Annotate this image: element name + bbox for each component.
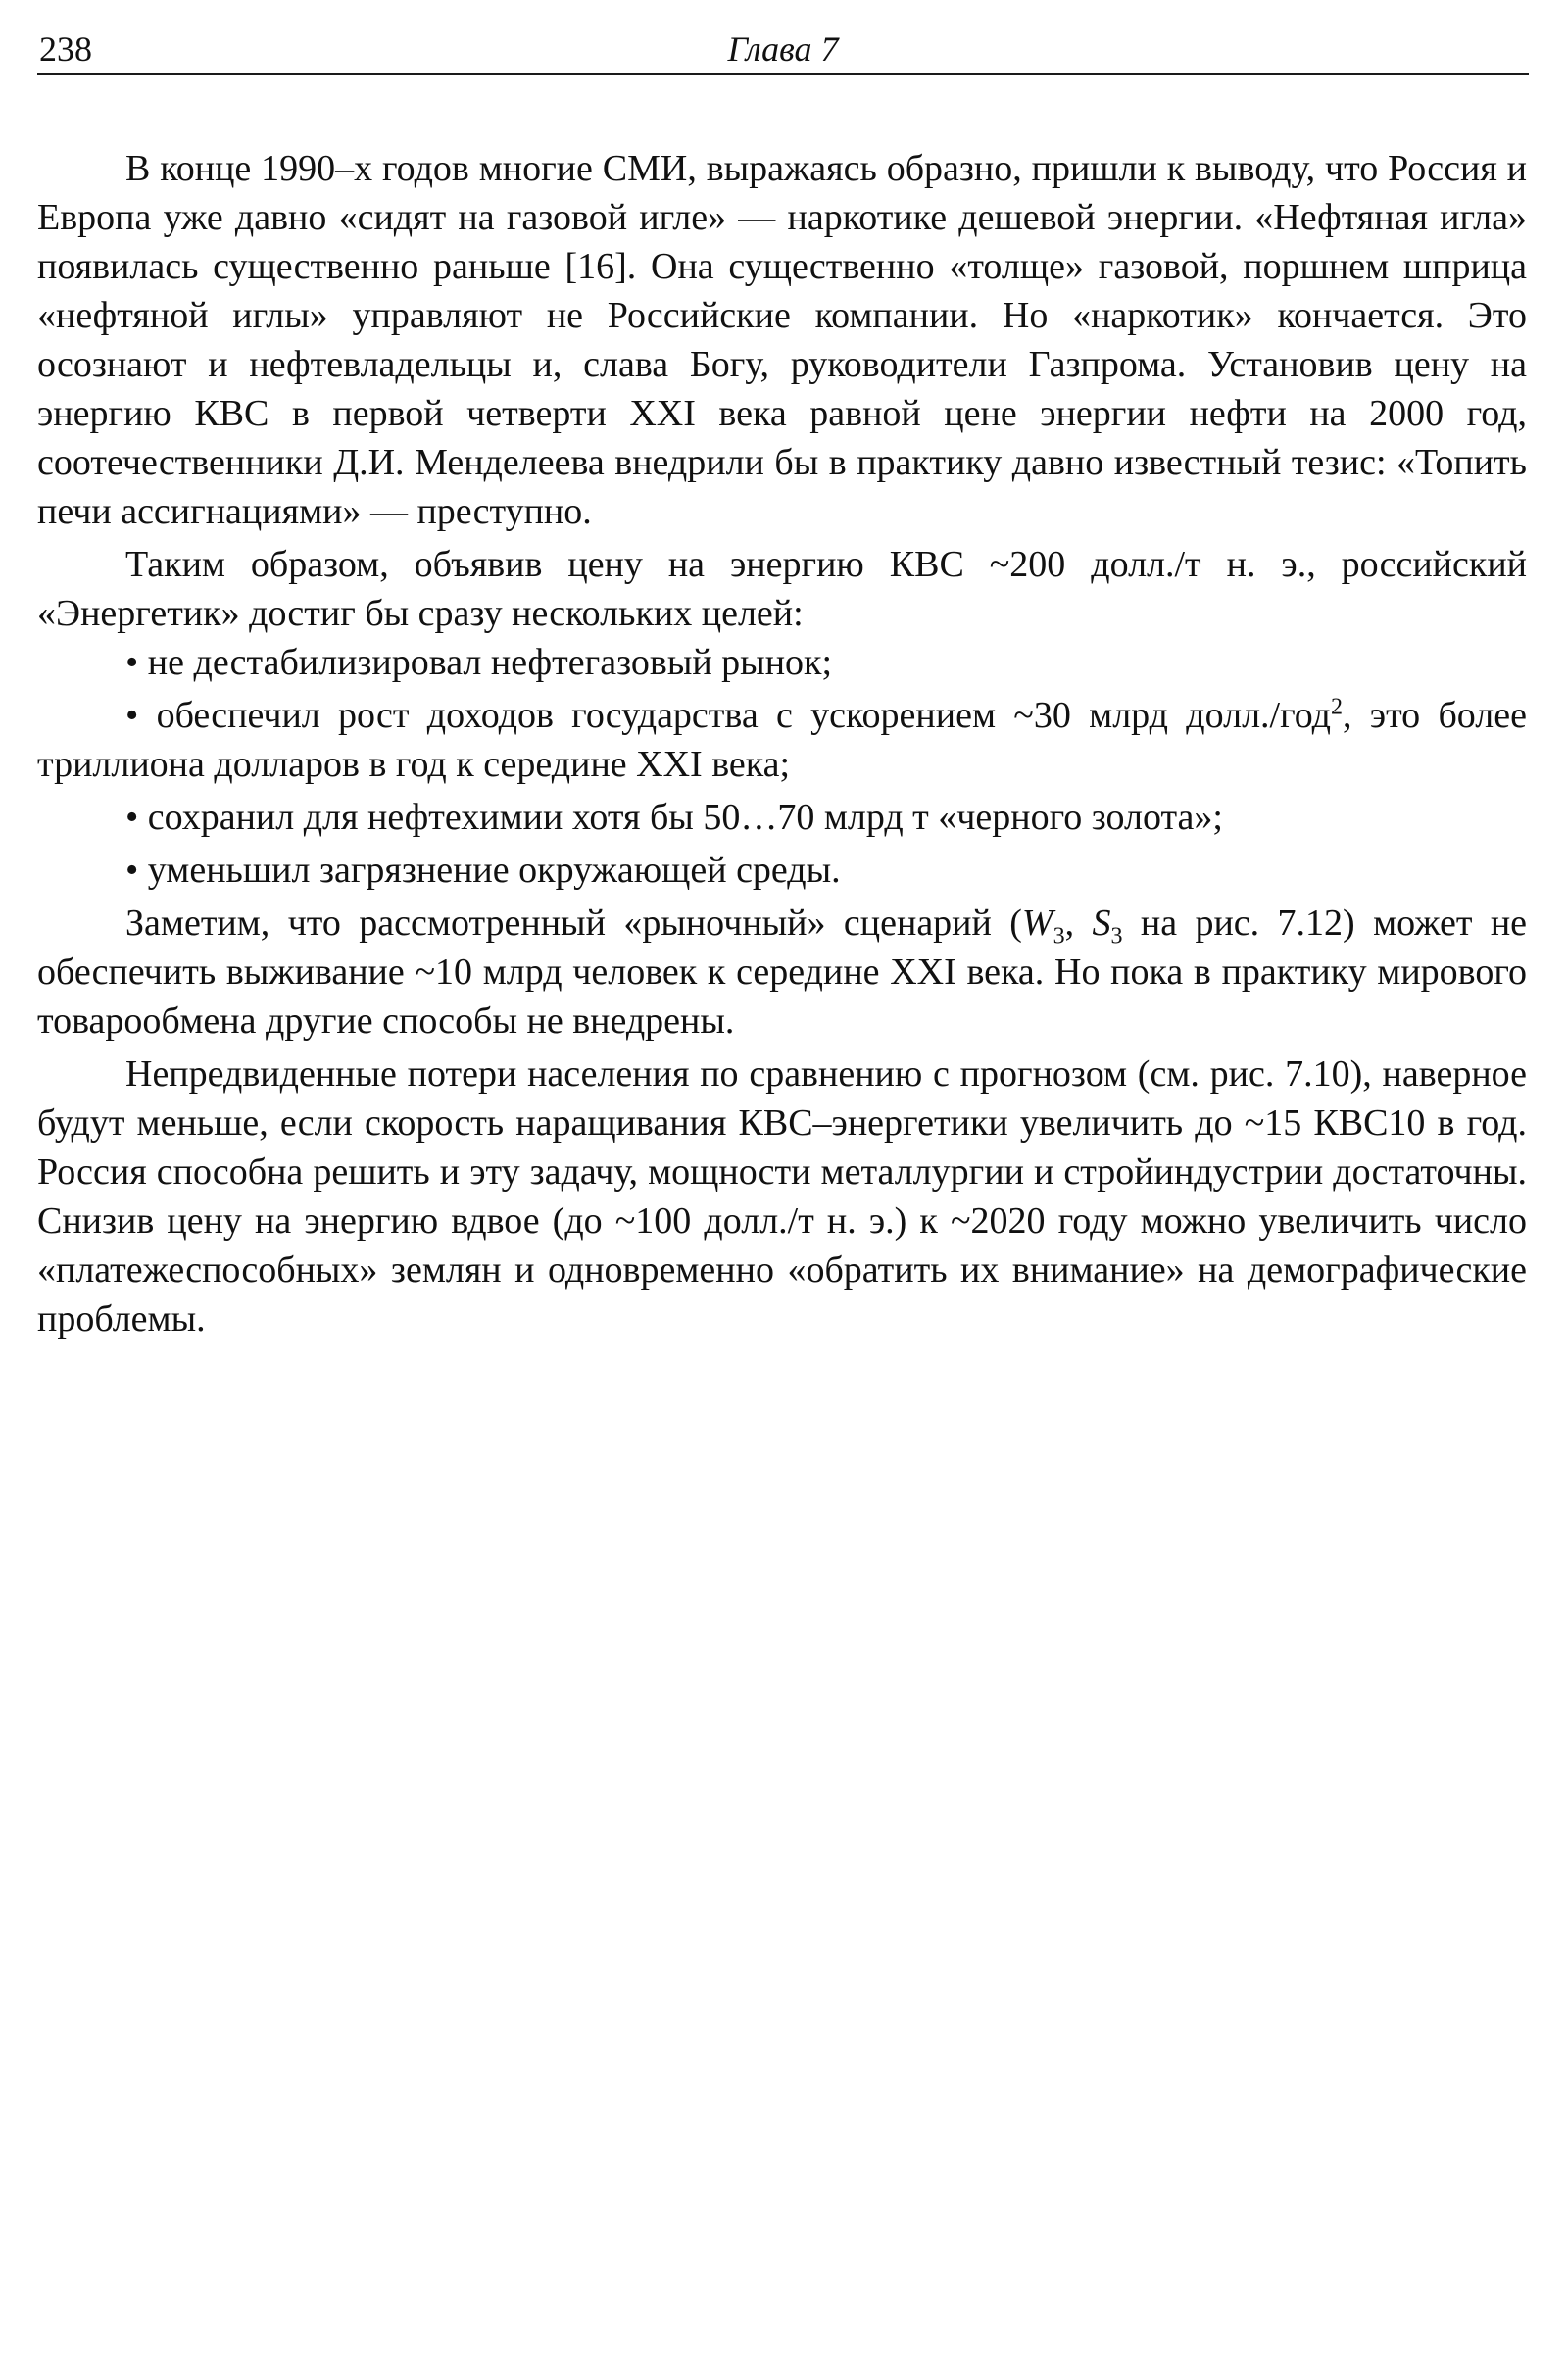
book-page <box>37 27 1529 1348</box>
bullet-item-2 <box>37 691 1527 789</box>
symbol-separator: , <box>1064 903 1093 944</box>
symbol-w-subscript: 3 <box>1053 923 1065 950</box>
bullet-item-2-main: • обеспечил рост доходов государства с ускорением ~30 млрд долл./год <box>125 695 1331 736</box>
bullet-item-2-tail: , это более триллиона долларов в год к середине XXI века; <box>37 695 1527 785</box>
bullet-item-1: • не дестабилизировал нефтегазовый рынок; <box>125 642 833 683</box>
bullet-item-3: • сохранил для нефтехимии хотя бы 50…70 млрд т «черного золота»; <box>125 797 1223 838</box>
chapter-title: Глава 7 <box>727 29 839 69</box>
body-text <box>37 144 1529 1344</box>
paragraph-4: Непредвиденные потери населения по сравнению с прогнозом (см. рис. 7.10), наверное будут меньше, если скорость наращивания КВС–энергетики увеличить до ~15 КВС10 в год. Россия способна решить и эту задачу, мощности металлургии и стройиндустрии достаточны. Снизив цену на энергию вдвое (до ~100 долл./т н. э.) к ~2020 году можно увеличить число «платежеспособных» землян и одновременно «обратить их внимание» на демографические проблемы. <box>37 1054 1527 1340</box>
paragraph-3 <box>37 899 1527 1046</box>
bullet-item-4: • уменьшил загрязнение окружающей среды. <box>125 850 841 891</box>
symbol-s: S <box>1092 903 1111 944</box>
paragraph-2: Таким образом, объявив цену на энергию КВС ~200 долл./т н. э., российский «Энергетик» достиг бы сразу нескольких целей: <box>37 544 1527 634</box>
symbol-s-subscript: 3 <box>1110 923 1123 950</box>
symbol-w: W <box>1021 903 1054 944</box>
paragraph-1: В конце 1990–х годов многие СМИ, выражаясь образно, пришли к выводу, что Россия и Европа уже давно «сидят на газовой игле» — наркотике дешевой энергии. «Нефтяная игла» появилась существенно раньше [16]. Она существенно «толще» газовой, поршнем шприца «нефтяной иглы» управляют не Российские компании. Но «наркотик» кончается. Это осознают и нефтевладельцы и, слава Богу, руководители Газпрома. Установив цену на энергию КВС в первой четверти XXI века равной цене энергии нефти на 2000 год, соотечественники Д.И. Менделеева внедрили бы в практику давно известный тезис: «Топить печи ассигнациями» — преступно. <box>37 148 1527 532</box>
page-number: 238 <box>39 29 92 69</box>
bullet-item-2-superscript: 2 <box>1330 694 1343 720</box>
paragraph-3-end: на рис. 7.12) может не обеспечить выживание ~10 млрд человек к середине XXI века. Но пока в практику мирового товарообмена другие способы не внедрены. <box>37 903 1528 1042</box>
paragraph-3-start: Заметим, что рассмотренный «рыночный» сценарий ( <box>125 903 1022 944</box>
running-header <box>37 27 1529 75</box>
